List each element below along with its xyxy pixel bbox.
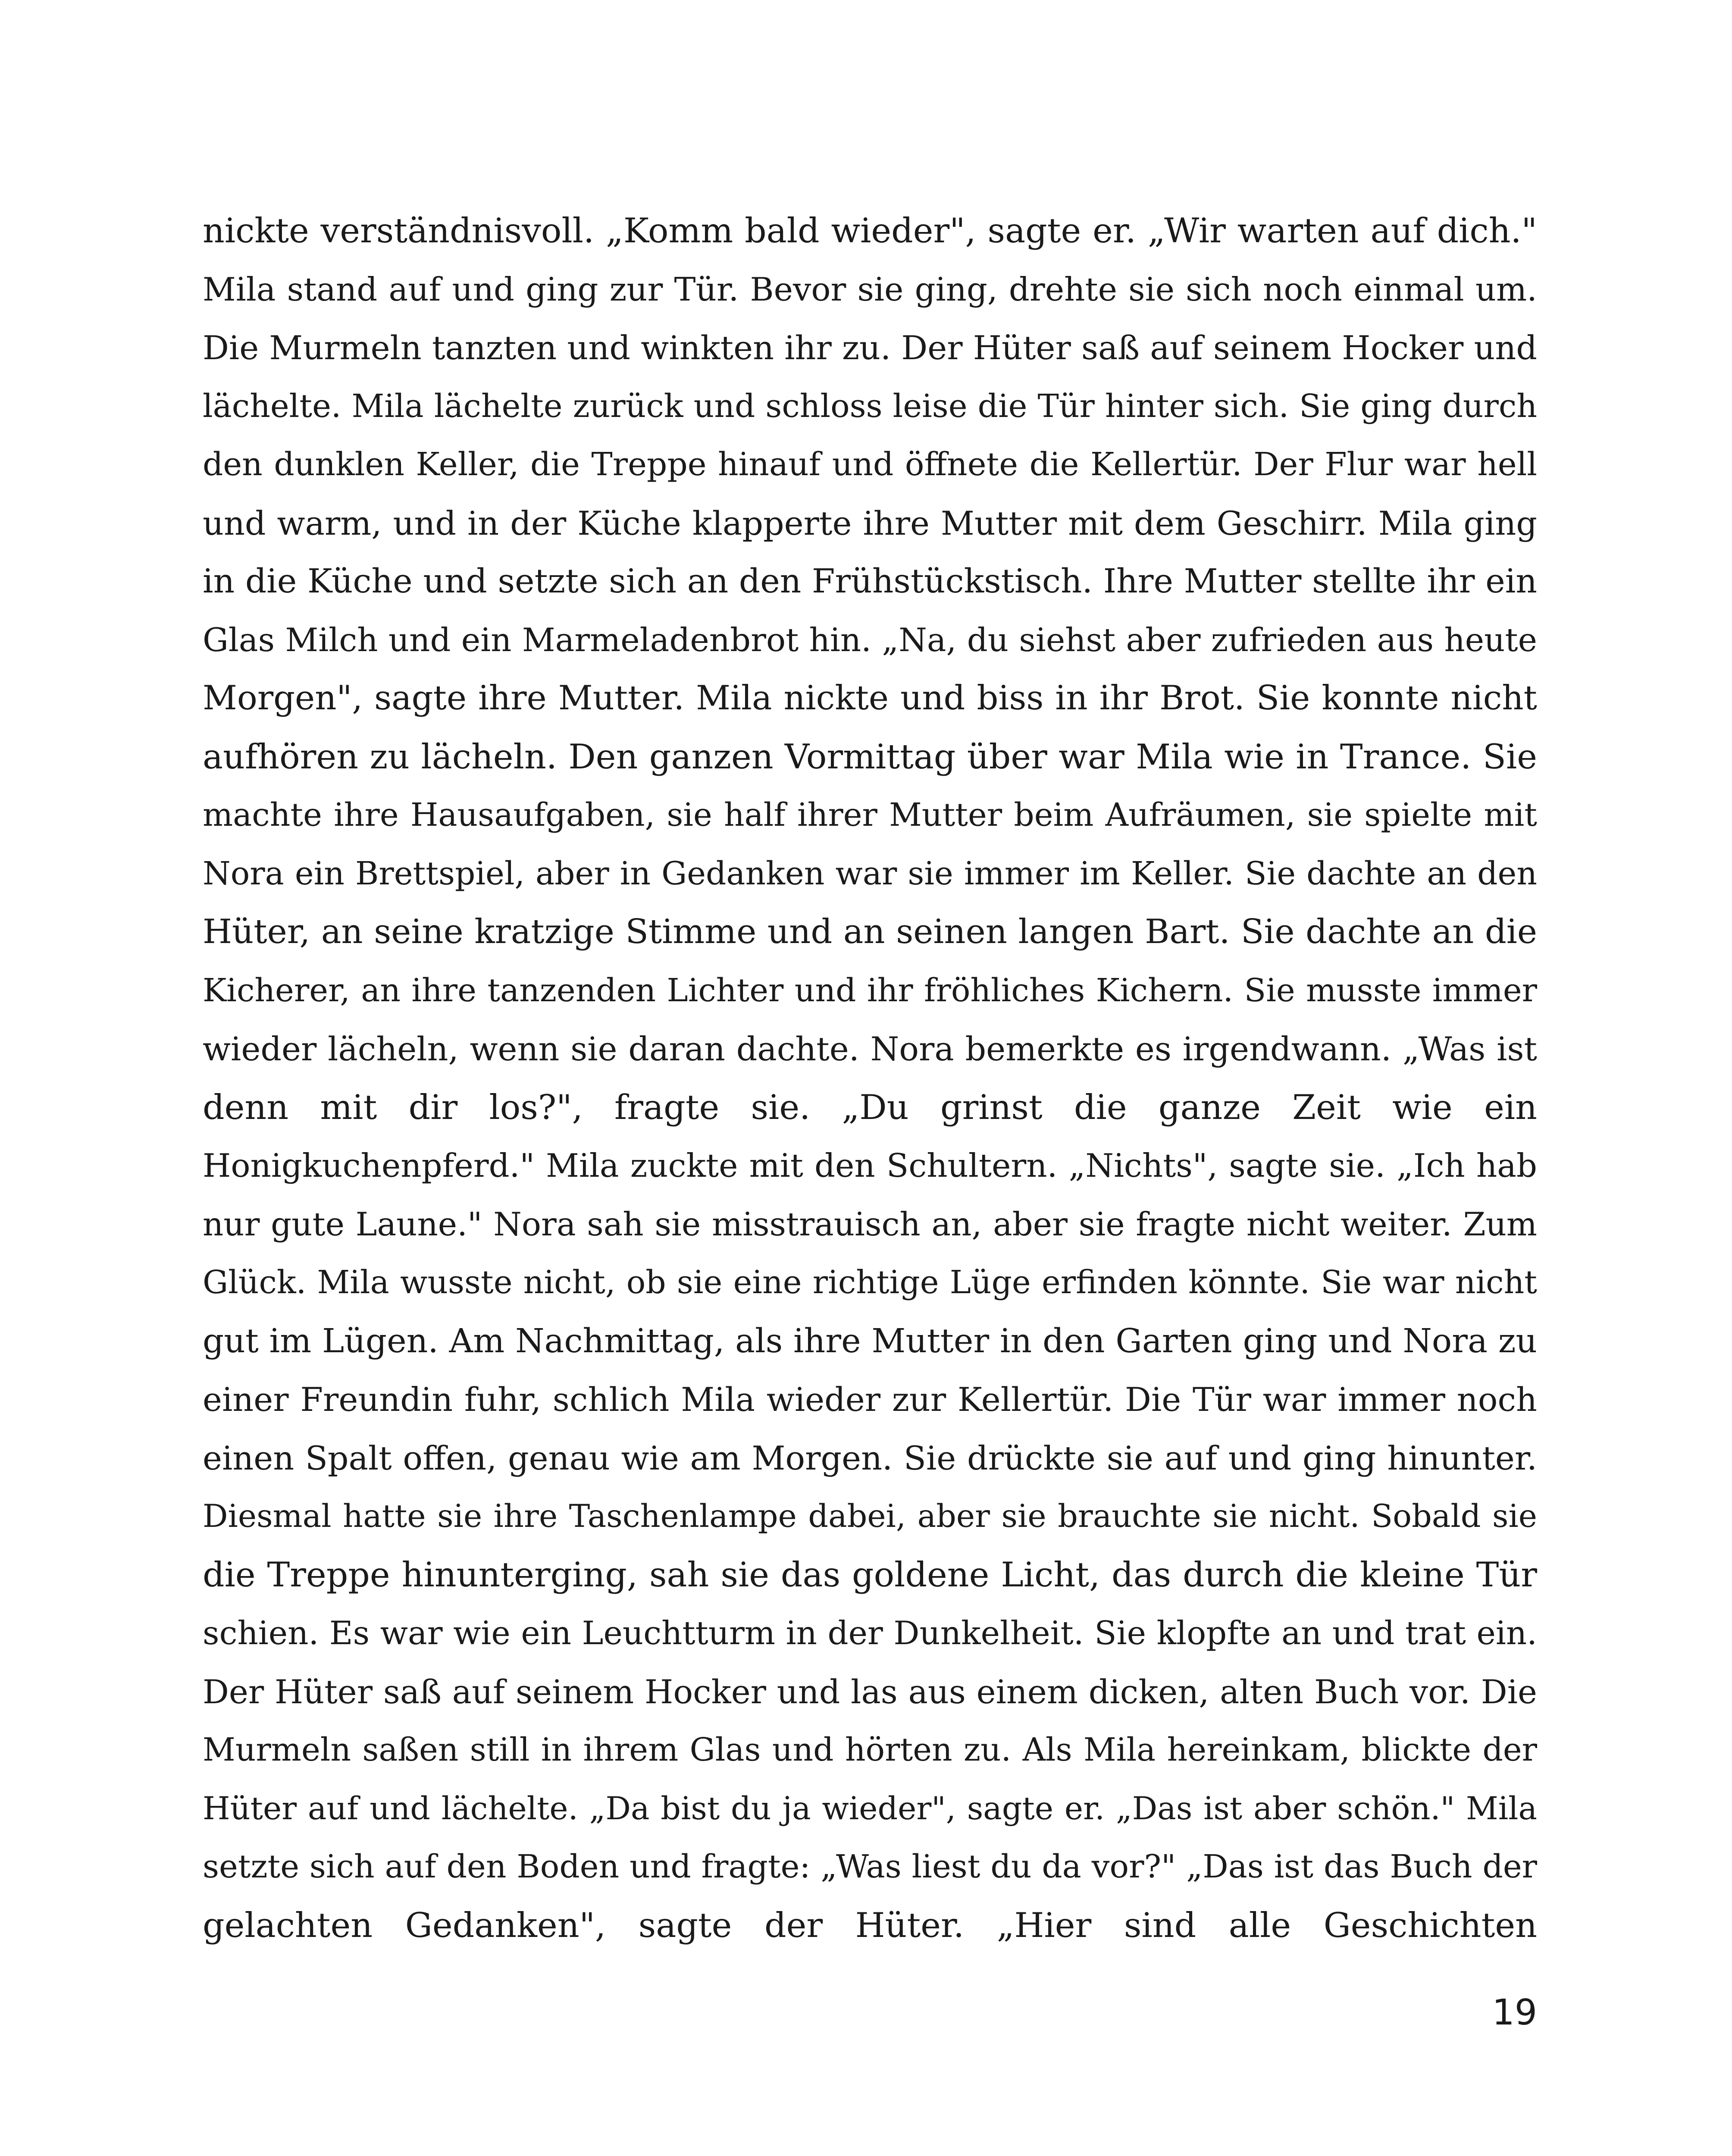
text-line: einer Freundin fuhr, schlich Mila wieder zur Kellertür. Die Tür war immer noch — [203, 1380, 1537, 1419]
text-line: gelachten Gedanken", sagte der Hüter. „Hier sind alle Geschichten — [203, 1905, 1537, 1945]
text-line: denn mit dir los?", fragte sie. „Du grinst die ganze Zeit wie ein — [203, 1087, 1537, 1127]
text-line: Murmeln saßen still in ihrem Glas und hörten zu. Als Mila hereinkam, blickte der — [203, 1731, 1537, 1768]
text-line: aufhören zu lächeln. Den ganzen Vormittag über war Mila wie in Trance. Sie — [203, 736, 1537, 777]
text-line: schien. Es war wie ein Leuchtturm in der Dunkelheit. Sie klopfte an und trat ein. — [203, 1614, 1537, 1652]
text-line: gut im Lügen. Am Nachmittag, als ihre Mutter in den Garten ging und Nora zu — [203, 1322, 1537, 1360]
text-line: wieder lächeln, wenn sie daran dachte. Nora bemerkte es irgendwann. „Was ist — [203, 1030, 1537, 1068]
text-line: Glück. Mila wusste nicht, ob sie eine richtige Lüge erfinden könnte. Sie war nicht — [203, 1264, 1537, 1301]
text-line: Diesmal hatte sie ihre Taschenlampe dabei, aber sie brauchte sie nicht. Sobald sie — [203, 1498, 1537, 1535]
text-line: den dunklen Keller, die Treppe hinauf und öffnete die Kellertür. Der Flur war hell — [203, 446, 1537, 483]
text-line: nur gute Laune." Nora sah sie misstrauisch an, aber sie fragte nicht weiter. Zum — [203, 1205, 1537, 1243]
text-line: lächelte. Mila lächelte zurück und schloss leise die Tür hinter sich. Sie ging durch — [203, 387, 1537, 425]
body-text — [203, 202, 1537, 1955]
text-line: in die Küche und setzte sich an den Frühstückstisch. Ihre Mutter stellte ihr ein — [203, 562, 1537, 601]
text-line: nickte verständnisvoll. „Komm bald wieder", sagte er. „Wir warten auf dich." — [203, 211, 1537, 251]
text-line: Honigkuchenpferd." Mila zuckte mit den Schultern. „Nichts", sagte sie. „Ich hab — [203, 1147, 1537, 1185]
text-line: einen Spalt offen, genau wie am Morgen. Sie drückte sie auf und ging hinunter. — [203, 1438, 1537, 1477]
page-number: 19 — [1492, 1992, 1537, 2033]
text-line: Glas Milch und ein Marmeladenbrot hin. „Na, du siehst aber zufrieden aus heute — [203, 620, 1537, 659]
text-line: setzte sich auf den Boden und fragte: „Was liest du da vor?" „Das ist das Buch der — [203, 1848, 1537, 1885]
text-line: Die Murmeln tanzten und winkten ihr zu. Der Hüter saß auf seinem Hocker und — [203, 329, 1537, 367]
text-line: Hüter auf und lächelte. „Da bist du ja wieder", sagte er. „Das ist aber schön." Mila — [203, 1790, 1537, 1827]
text-line: und warm, und in der Küche klapperte ihre Mutter mit dem Geschirr. Mila ging — [203, 504, 1537, 542]
text-line: Kicherer, an ihre tanzenden Lichter und ihr fröhliches Kichern. Sie musste immer — [203, 971, 1537, 1009]
text-line: machte ihre Hausaufgaben, sie half ihrer Mutter beim Aufräumen, sie spielte mit — [203, 796, 1537, 834]
text-line: Mila stand auf und ging zur Tür. Bevor sie ging, drehte sie sich noch einmal um. — [203, 270, 1537, 308]
text-line: Der Hüter saß auf seinem Hocker und las aus einem dicken, alten Buch vor. Die — [203, 1672, 1537, 1711]
text-line: Nora ein Brettspiel, aber in Gedanken war sie immer im Keller. Sie dachte an den — [203, 855, 1537, 892]
text-line: Hüter, an seine kratzige Stimme und an seinen langen Bart. Sie dachte an die — [203, 912, 1537, 951]
text-line: Morgen", sagte ihre Mutter. Mila nickte und biss in ihr Brot. Sie konnte nicht — [203, 679, 1537, 718]
text-line: die Treppe hinunterging, sah sie das goldene Licht, das durch die kleine Tür — [203, 1554, 1537, 1595]
